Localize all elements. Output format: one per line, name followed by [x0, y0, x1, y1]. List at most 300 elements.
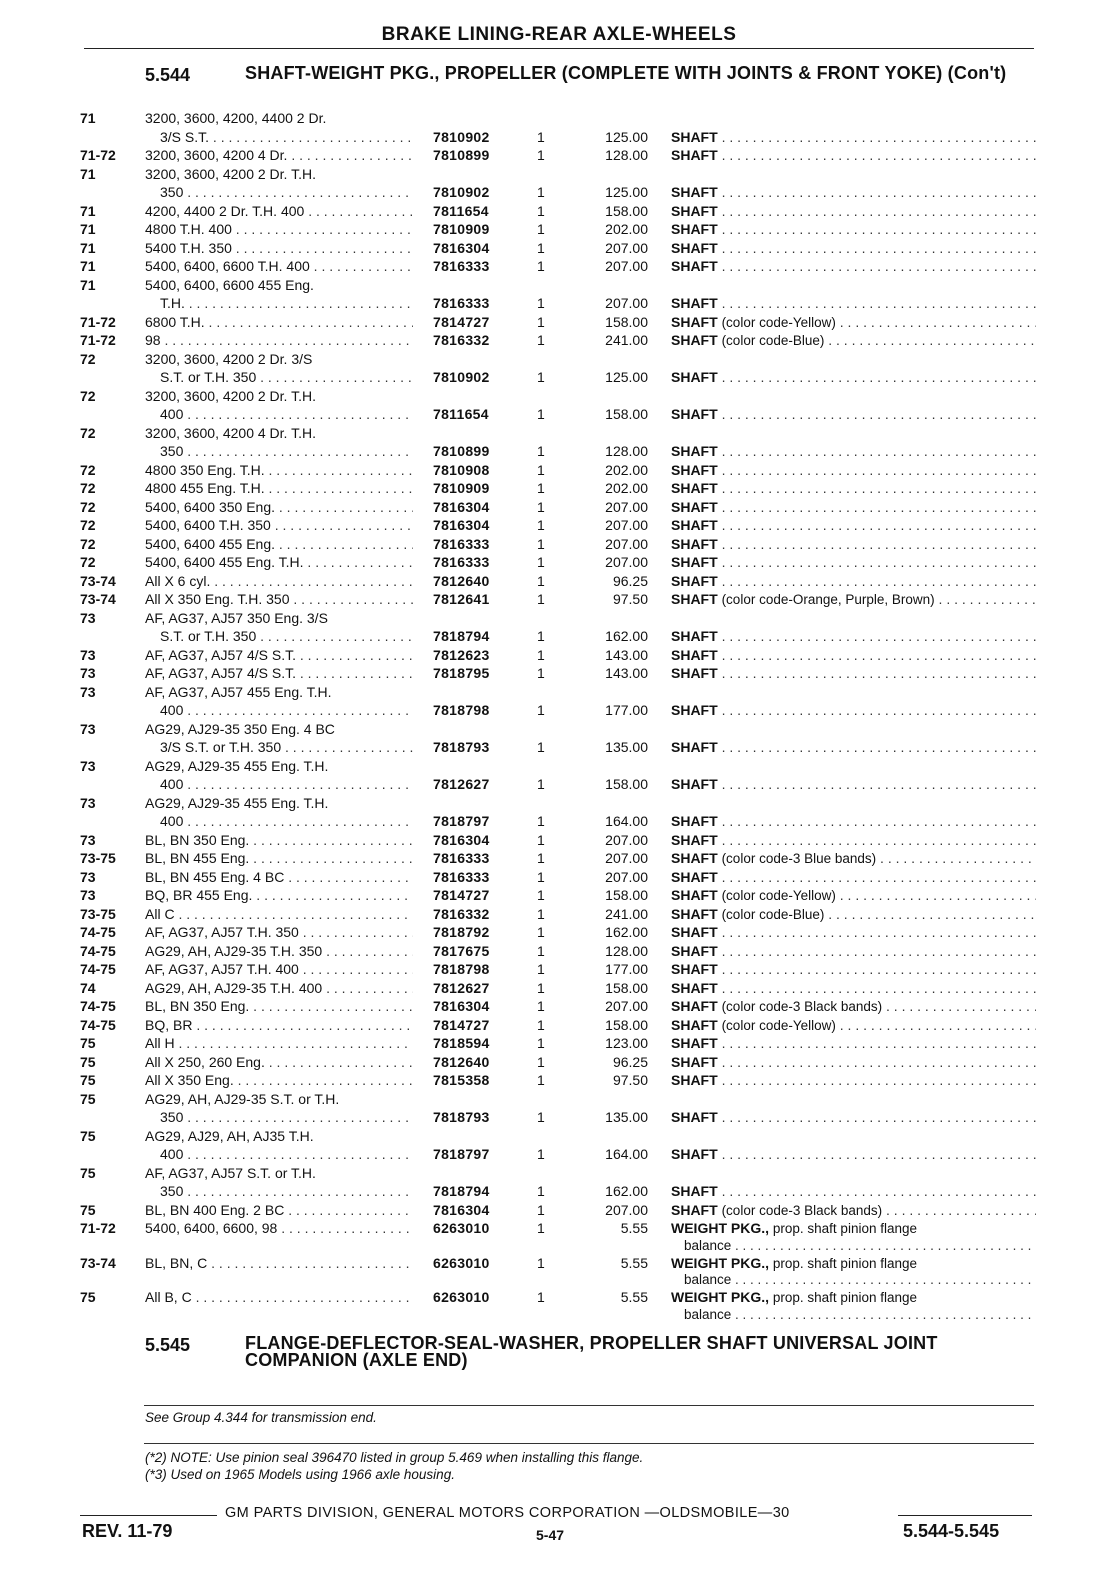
- model-year: 74-75: [80, 924, 116, 940]
- parts-row: [0, 331, 1098, 350]
- part-name: [671, 128, 1036, 148]
- row-line: [0, 1127, 1098, 1146]
- application-desc: 3/S S.T. or T.H. 350 . . .: [160, 738, 413, 757]
- price: 158.00: [605, 887, 648, 903]
- parts-row: [0, 905, 1098, 924]
- model-year: 71: [80, 202, 96, 219]
- application-desc: BL, BN 350 Eng. . . .: [145, 997, 413, 1016]
- part-number: 7818792: [433, 924, 490, 940]
- parts-row: [0, 1219, 1098, 1254]
- row-line: [0, 461, 1098, 480]
- part-number: 7812627: [433, 776, 490, 792]
- part-name-bold: WEIGHT PKG.,: [671, 1254, 769, 1271]
- section-title: SHAFT-WEIGHT PKG., PROPELLER (COMPLETE WITH JOINTS & FRONT YOKE) (Con't): [245, 63, 1007, 83]
- parts-row: [0, 757, 1098, 794]
- part-number: 7818793: [433, 739, 490, 755]
- model-year: 75: [80, 1289, 96, 1305]
- price: 123.00: [605, 1035, 648, 1051]
- model-year: 75: [80, 1053, 96, 1070]
- application-desc: 400 . . .: [160, 812, 413, 831]
- part-number: 7814727: [433, 1016, 490, 1033]
- parts-row: [0, 350, 1098, 387]
- part-name: [671, 553, 1036, 573]
- price: 135.00: [605, 1109, 648, 1125]
- parts-row: [0, 461, 1098, 480]
- application-desc: 3200, 3600, 4200 2 Dr. 3/S: [145, 350, 313, 367]
- part-name-bold: SHAFT: [671, 480, 718, 496]
- row-line: [0, 1164, 1098, 1183]
- row-line: [0, 128, 1098, 147]
- application-desc: 3200, 3600, 4200 2 Dr. T.H.: [145, 165, 316, 182]
- quantity: 1: [537, 776, 545, 792]
- part-number: 7816304: [433, 831, 490, 848]
- part-name: [671, 1145, 1036, 1165]
- application-desc: 3200, 3600, 4200 2 Dr. T.H.: [145, 387, 316, 404]
- row-line: [0, 812, 1098, 831]
- application-desc: 4200, 4400 2 Dr. T.H. 400 . . .: [145, 202, 413, 221]
- quantity: 1: [537, 646, 545, 663]
- row-line: [0, 424, 1098, 443]
- row-line: [0, 146, 1098, 165]
- part-number: 7816304: [433, 517, 490, 533]
- price: 207.00: [605, 831, 648, 848]
- row-line: [0, 701, 1098, 720]
- part-number: 7816333: [433, 850, 490, 866]
- price: 158.00: [605, 776, 648, 792]
- parts-row: [0, 1034, 1098, 1053]
- model-year: 71-72: [80, 1220, 116, 1236]
- model-year: 72: [80, 424, 96, 441]
- part-number: 7817675: [433, 942, 490, 959]
- model-year: 73-74: [80, 591, 116, 607]
- model-year: 73: [80, 665, 96, 681]
- part-name-bold: SHAFT: [671, 813, 718, 829]
- quantity: 1: [537, 295, 545, 311]
- application-desc: 5400, 6400, 6600, 98 . . .: [145, 1219, 413, 1238]
- part-number: 7816333: [433, 868, 490, 885]
- row-line: [0, 1182, 1098, 1201]
- model-year: 73: [80, 868, 96, 885]
- model-year: 72: [80, 554, 96, 570]
- row-line: [0, 1288, 1098, 1307]
- footer-rule-right: [898, 1515, 1032, 1516]
- row-line: [0, 849, 1098, 868]
- parts-row: [0, 1288, 1098, 1323]
- divider: [144, 1443, 1034, 1444]
- row-line: [0, 886, 1098, 905]
- row-line: [0, 350, 1098, 369]
- row-line: [0, 109, 1098, 128]
- parts-row: [0, 831, 1098, 850]
- row-line: [0, 1254, 1098, 1273]
- part-number: 7816332: [433, 905, 490, 922]
- part-name: [671, 1182, 1036, 1202]
- part-number: 7810899: [433, 443, 490, 459]
- application-desc: 350 . . .: [160, 442, 413, 461]
- price: 207.00: [605, 868, 648, 885]
- application-desc: AF, AG37, AJ57 T.H. 350 . . .: [145, 923, 413, 942]
- parts-row: [0, 979, 1098, 998]
- part-number: 7814727: [433, 887, 490, 903]
- part-number: 7818797: [433, 813, 490, 829]
- part-name-bold: WEIGHT PKG.,: [671, 1220, 769, 1236]
- part-name: [671, 1034, 1036, 1054]
- application-desc: 3200, 3600, 4200 4 Dr. T.H.: [145, 424, 316, 441]
- model-year: 74-75: [80, 998, 116, 1014]
- parts-row: [0, 387, 1098, 424]
- part-name: [671, 368, 1036, 388]
- quantity: 1: [537, 942, 545, 959]
- part-name: [671, 849, 1036, 869]
- price: 241.00: [605, 905, 648, 922]
- row-line: [0, 442, 1098, 461]
- parts-row: [0, 535, 1098, 554]
- part-name: [671, 775, 1036, 795]
- part-name-bold: SHAFT: [671, 313, 718, 330]
- part-note: (color code-Orange, Purple, Brown): [721, 592, 935, 607]
- application-desc: AG29, AJ29-35 455 Eng. T.H.: [145, 794, 329, 811]
- part-name-continued: balance . . .: [684, 1306, 1036, 1323]
- part-name-bold: WEIGHT PKG.,: [671, 1289, 769, 1305]
- application-desc: AG29, AH, AJ29-35 T.H. 350 . . .: [145, 942, 413, 961]
- parts-row: [0, 1071, 1098, 1090]
- application-desc: 3200, 3600, 4200, 4400 2 Dr.: [145, 110, 327, 126]
- quantity: 1: [537, 461, 545, 478]
- part-name-bold: SHAFT: [671, 202, 718, 219]
- part-number: 7818794: [433, 1183, 490, 1199]
- section-number: 5.545: [145, 1335, 191, 1355]
- page-number: 5-47: [536, 1527, 565, 1543]
- parts-row: [0, 313, 1098, 332]
- row-line: [0, 387, 1098, 406]
- part-name: [671, 294, 1036, 314]
- part-name-bold: SHAFT: [671, 535, 718, 552]
- row-line: [0, 165, 1098, 184]
- part-name: [671, 942, 1036, 962]
- part-name: [671, 220, 1036, 240]
- part-number: 7816304: [433, 498, 490, 515]
- model-year: 75: [80, 1035, 96, 1051]
- parts-row: [0, 109, 1098, 146]
- row-line: [0, 627, 1098, 646]
- quantity: 1: [537, 1016, 545, 1033]
- price: 5.55: [620, 1220, 648, 1236]
- price: 202.00: [605, 461, 648, 478]
- quantity: 1: [537, 1053, 545, 1070]
- quantity: 1: [537, 147, 545, 163]
- part-number: 7810899: [433, 147, 490, 163]
- application-desc: All H . . .: [145, 1034, 413, 1053]
- row-line: [0, 905, 1098, 924]
- parts-row: [0, 1053, 1098, 1072]
- part-number: 7818797: [433, 1146, 490, 1162]
- quantity: 1: [537, 406, 545, 422]
- part-name: [671, 664, 1036, 684]
- model-year: 72: [80, 350, 96, 367]
- row-line: [0, 331, 1098, 350]
- see-group-note: See Group 4.344 for transmission end.: [145, 1410, 377, 1425]
- price: 177.00: [605, 961, 648, 977]
- price: 207.00: [605, 535, 648, 552]
- part-note: (color code-3 Black bands): [721, 999, 883, 1014]
- application-desc: 400 . . .: [160, 775, 413, 794]
- parts-row: [0, 960, 1098, 979]
- application-desc: AF, AG37, AJ57 455 Eng. T.H.: [145, 683, 332, 700]
- model-year: 71: [80, 239, 96, 256]
- application-desc: 5400, 6400 455 Eng. T.H. . . .: [145, 553, 413, 572]
- application-desc: BL, BN 455 Eng. 4 BC . . .: [145, 868, 413, 887]
- footnote: (*2) NOTE: Use pinion seal 396470 listed in group 5.469 when installing this flange.: [145, 1450, 644, 1465]
- price: 207.00: [605, 498, 648, 515]
- revision-label: REV. 11-79: [82, 1521, 173, 1541]
- part-number: 7816332: [433, 332, 490, 348]
- part-name: [671, 239, 1036, 259]
- row-line: [0, 276, 1098, 295]
- part-number: 7818794: [433, 628, 490, 644]
- parts-row: [0, 553, 1098, 572]
- part-number: 7818798: [433, 702, 490, 718]
- part-name-bold: SHAFT: [671, 369, 718, 385]
- application-desc: 5400, 6400 350 Eng. . . .: [145, 498, 413, 517]
- part-name-bold: SHAFT: [671, 831, 718, 848]
- part-name: [671, 886, 1036, 906]
- quantity: 1: [537, 979, 545, 996]
- application-desc: 98 . . .: [145, 331, 413, 350]
- quantity: 1: [537, 128, 545, 145]
- model-year: 73: [80, 683, 96, 700]
- row-line: [0, 775, 1098, 794]
- application-desc: 400 . . .: [160, 701, 413, 720]
- model-year: 74-75: [80, 1016, 116, 1033]
- part-name: [671, 442, 1036, 462]
- price: 207.00: [605, 239, 648, 256]
- row-line: [0, 664, 1098, 683]
- part-number: 6263010: [433, 1220, 490, 1236]
- application-desc: 350 . . .: [160, 1182, 413, 1201]
- row-line: [0, 572, 1098, 591]
- part-note: (color code-3 Blue bands): [721, 851, 877, 866]
- price: 207.00: [605, 554, 648, 570]
- row-line: [0, 609, 1098, 628]
- price: 207.00: [605, 998, 648, 1014]
- part-number: 7815358: [433, 1072, 490, 1088]
- part-name-bold: SHAFT: [671, 942, 718, 959]
- parts-row: [0, 257, 1098, 276]
- part-number: 7812641: [433, 591, 490, 607]
- part-name: [671, 183, 1036, 203]
- part-name: [671, 1201, 1036, 1221]
- row-line: [0, 960, 1098, 979]
- application-desc: 5400 T.H. 350 . . .: [145, 239, 413, 258]
- part-name-bold: SHAFT: [671, 295, 718, 311]
- row-line: [0, 720, 1098, 739]
- part-name-bold: SHAFT: [671, 665, 718, 681]
- price: 202.00: [605, 221, 648, 237]
- parts-row: [0, 942, 1098, 961]
- application-desc: AF, AG37, AJ57 4/S S.T. . . .: [145, 664, 413, 683]
- part-number: 7816333: [433, 535, 490, 552]
- row-line: [0, 942, 1098, 961]
- part-name-bold: SHAFT: [671, 924, 718, 940]
- part-name: [671, 905, 1036, 925]
- row-line: [0, 590, 1098, 609]
- price: 207.00: [605, 1201, 648, 1218]
- quantity: 1: [537, 628, 545, 644]
- part-name-bold: SHAFT: [671, 498, 718, 515]
- parts-row: [0, 146, 1098, 165]
- part-name-bold: SHAFT: [671, 406, 718, 422]
- application-desc: 4800 T.H. 400 . . .: [145, 220, 413, 239]
- model-year: 73: [80, 831, 96, 848]
- application-desc: BQ, BR . . .: [145, 1016, 413, 1035]
- part-name-bold: SHAFT: [671, 239, 718, 256]
- quantity: 1: [537, 1109, 545, 1125]
- part-name: [671, 923, 1036, 943]
- parts-row: [0, 997, 1098, 1016]
- model-year: 73: [80, 757, 96, 774]
- part-note: (color code-3 Black bands): [721, 1202, 883, 1218]
- model-year: 73-75: [80, 905, 116, 922]
- model-year: 74-75: [80, 942, 116, 959]
- row-line: [0, 239, 1098, 258]
- price: 158.00: [605, 406, 648, 422]
- quantity: 1: [537, 313, 545, 330]
- part-name-bold: SHAFT: [671, 591, 718, 607]
- application-desc: T.H. . . .: [160, 294, 413, 313]
- quantity: 1: [537, 1289, 545, 1305]
- part-name-bold: SHAFT: [671, 850, 718, 866]
- model-year: 71: [80, 165, 96, 182]
- row-line: [0, 868, 1098, 887]
- price: 135.00: [605, 739, 648, 755]
- part-name: [671, 627, 1036, 647]
- model-year: 73: [80, 646, 96, 663]
- part-name: [671, 331, 1036, 351]
- quantity: 1: [537, 369, 545, 385]
- application-desc: 6800 T.H. . . .: [145, 313, 413, 332]
- part-name-bold: SHAFT: [671, 1016, 718, 1033]
- row-line: [0, 535, 1098, 554]
- parts-row: [0, 1090, 1098, 1127]
- parts-row: [0, 646, 1098, 665]
- parts-row: [0, 1254, 1098, 1289]
- part-number: 7816304: [433, 998, 490, 1014]
- model-year: 72: [80, 535, 96, 552]
- quantity: 1: [537, 850, 545, 866]
- part-name-bold: SHAFT: [671, 887, 718, 903]
- row-line: [0, 220, 1098, 239]
- quantity: 1: [537, 332, 545, 348]
- row-line: [0, 1271, 1098, 1288]
- application-desc: 4800 455 Eng. T.H. . . .: [145, 479, 413, 498]
- application-desc: 5400, 6400, 6600 455 Eng.: [145, 276, 314, 293]
- parts-row: [0, 202, 1098, 221]
- row-line: [0, 979, 1098, 998]
- part-name-bold: SHAFT: [671, 258, 718, 274]
- price: 128.00: [605, 443, 648, 459]
- model-year: 72: [80, 480, 96, 496]
- model-year: 71-72: [80, 147, 116, 163]
- part-name: [671, 738, 1036, 758]
- price: 5.55: [620, 1254, 648, 1271]
- part-name-bold: SHAFT: [671, 1109, 718, 1125]
- part-name: [671, 1071, 1036, 1091]
- part-number: 7816333: [433, 258, 490, 274]
- application-desc: BL, BN 455 Eng. . . .: [145, 849, 413, 868]
- quantity: 1: [537, 1201, 545, 1218]
- row-line: [0, 683, 1098, 702]
- parts-row: [0, 572, 1098, 591]
- part-number: 7816333: [433, 554, 490, 570]
- application-desc: All X 350 Eng. . . .: [145, 1071, 413, 1090]
- quantity: 1: [537, 868, 545, 885]
- parts-list: [0, 109, 1098, 1323]
- price: 143.00: [605, 665, 648, 681]
- divider: [144, 1405, 1034, 1406]
- row-line: [0, 405, 1098, 424]
- part-number: 7810909: [433, 221, 490, 237]
- row-line: [0, 183, 1098, 202]
- price: 202.00: [605, 480, 648, 496]
- row-line: [0, 1090, 1098, 1109]
- model-year: 73-75: [80, 850, 116, 866]
- price: 177.00: [605, 702, 648, 718]
- price: 162.00: [605, 628, 648, 644]
- row-line: [0, 646, 1098, 665]
- part-name-bold: SHAFT: [671, 221, 718, 237]
- row-line: [0, 1237, 1098, 1254]
- quantity: 1: [537, 813, 545, 829]
- quantity: 1: [537, 831, 545, 848]
- part-note: prop. shaft pinion flange: [772, 1290, 917, 1305]
- model-year: 73-74: [80, 1254, 116, 1271]
- part-note: (color code-Yellow): [721, 888, 836, 903]
- page-header-title: BRAKE LINING-REAR AXLE-WHEELS: [381, 24, 737, 45]
- part-name: [671, 831, 1036, 851]
- footnote: (*3) Used on 1965 Models using 1966 axle housing.: [145, 1467, 455, 1482]
- row-line: [0, 1145, 1098, 1164]
- parts-row: [0, 664, 1098, 683]
- model-year: 72: [80, 387, 96, 404]
- row-line: [0, 794, 1098, 813]
- model-year: 73: [80, 720, 96, 737]
- part-name-bold: SHAFT: [671, 517, 718, 533]
- part-name: [671, 997, 1036, 1017]
- price: 158.00: [605, 313, 648, 330]
- part-name-bold: SHAFT: [671, 443, 718, 459]
- part-name-bold: SHAFT: [671, 961, 718, 977]
- price: 158.00: [605, 202, 648, 219]
- price: 125.00: [605, 369, 648, 385]
- application-desc: 400 . . .: [160, 1145, 413, 1164]
- model-year: 75: [80, 1072, 96, 1088]
- part-name: [671, 868, 1036, 888]
- part-name-bold: SHAFT: [671, 554, 718, 570]
- part-name-bold: SHAFT: [671, 998, 718, 1014]
- part-name: [671, 960, 1036, 980]
- application-desc: S.T. or T.H. 350 . . .: [160, 627, 413, 646]
- price: 125.00: [605, 184, 648, 200]
- quantity: 1: [537, 1035, 545, 1051]
- part-name-bold: SHAFT: [671, 332, 718, 348]
- part-name: [671, 516, 1036, 536]
- model-year: 71: [80, 276, 96, 293]
- application-desc: S.T. or T.H. 350 . . .: [160, 368, 413, 387]
- quantity: 1: [537, 924, 545, 940]
- model-year: 75: [80, 1090, 96, 1107]
- model-year: 71: [80, 221, 96, 237]
- row-line: [0, 757, 1098, 776]
